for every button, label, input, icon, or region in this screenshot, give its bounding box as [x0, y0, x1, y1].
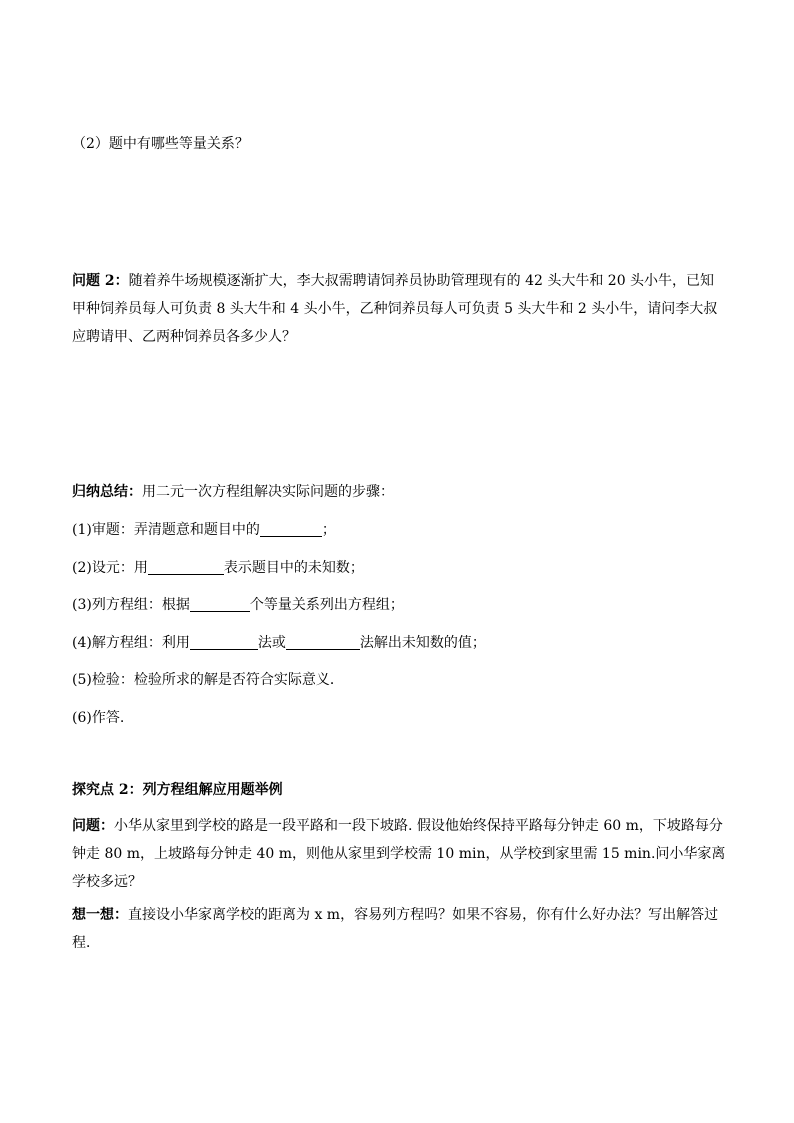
step-4-text: (4)解方程组：利用 — [72, 635, 190, 651]
step-3-end: 个等量关系列出方程组； — [249, 597, 404, 613]
fill-blank[interactable] — [260, 520, 322, 537]
summary-text: 用二元一次方程组解决实际问题的步骤： — [142, 484, 394, 500]
summary-step-3 — [72, 591, 722, 619]
step-2-text: (2)设元：用 — [72, 560, 148, 576]
problem-2-text: 随着养牛场规模逐渐扩大，李大叔需聘请饲养员协助管理现有的 42 头大牛和 20 头小牛，已知甲种饲养员每人可负责 8 头大牛和 4 头小牛，乙种饲养员每人可负责 5 头大牛和 2 头小牛，请问李大叔应聘请甲、乙两种饲养员各多少人？ — [72, 273, 718, 345]
summary-step-6: (6)作答. — [72, 710, 125, 726]
summary-heading — [72, 478, 722, 506]
think-prompt — [72, 901, 726, 957]
step-4-end: 法解出未知数的值； — [359, 635, 486, 651]
summary-step-2 — [72, 554, 722, 582]
explore-point-2-title: 探究点 2：列方程组解应用题举例 — [72, 782, 283, 798]
problem-body: 小华从家里到学校的路是一段平路和一段下坡路. 假设他始终保持平路每分钟走 60 m，下坡路每分钟走 80 m，上坡路每分钟走 40 m，则他从家里到学校需 10 min，从学校到家里需 15 min.问小华家离学校多远？ — [72, 818, 726, 890]
step-3-text: (3)列方程组：根据 — [72, 597, 190, 613]
step-2-end: 表示题目中的未知数； — [223, 560, 364, 576]
think-label: 想一想： — [72, 907, 128, 923]
think-body: 直接设小华家离学校的距离为 x m，容易列方程吗？如果不容易，你有什么好办法？写出解答过程． — [72, 907, 719, 951]
fill-blank[interactable] — [190, 595, 250, 612]
step-1-text: (1)审题：弄清题意和题目中的 — [72, 522, 260, 538]
summary-step-1 — [72, 516, 722, 544]
problem-text — [72, 812, 726, 896]
fill-blank[interactable] — [148, 558, 224, 575]
question-1-part-2: （2）题中有哪些等量关系？ — [72, 136, 249, 152]
step-1-end: ； — [321, 522, 336, 538]
fill-blank[interactable] — [286, 633, 360, 650]
problem-label: 问题： — [72, 818, 114, 834]
summary-label: 归纳总结： — [72, 484, 142, 500]
summary-step-4 — [72, 629, 722, 657]
summary-step-5: (5)检验：检验所求的解是否符合实际意义． — [72, 672, 344, 688]
problem-2 — [72, 267, 726, 351]
step-4-mid: 法或 — [257, 635, 286, 651]
fill-blank[interactable] — [190, 633, 258, 650]
problem-2-label: 问题 2： — [72, 273, 129, 289]
